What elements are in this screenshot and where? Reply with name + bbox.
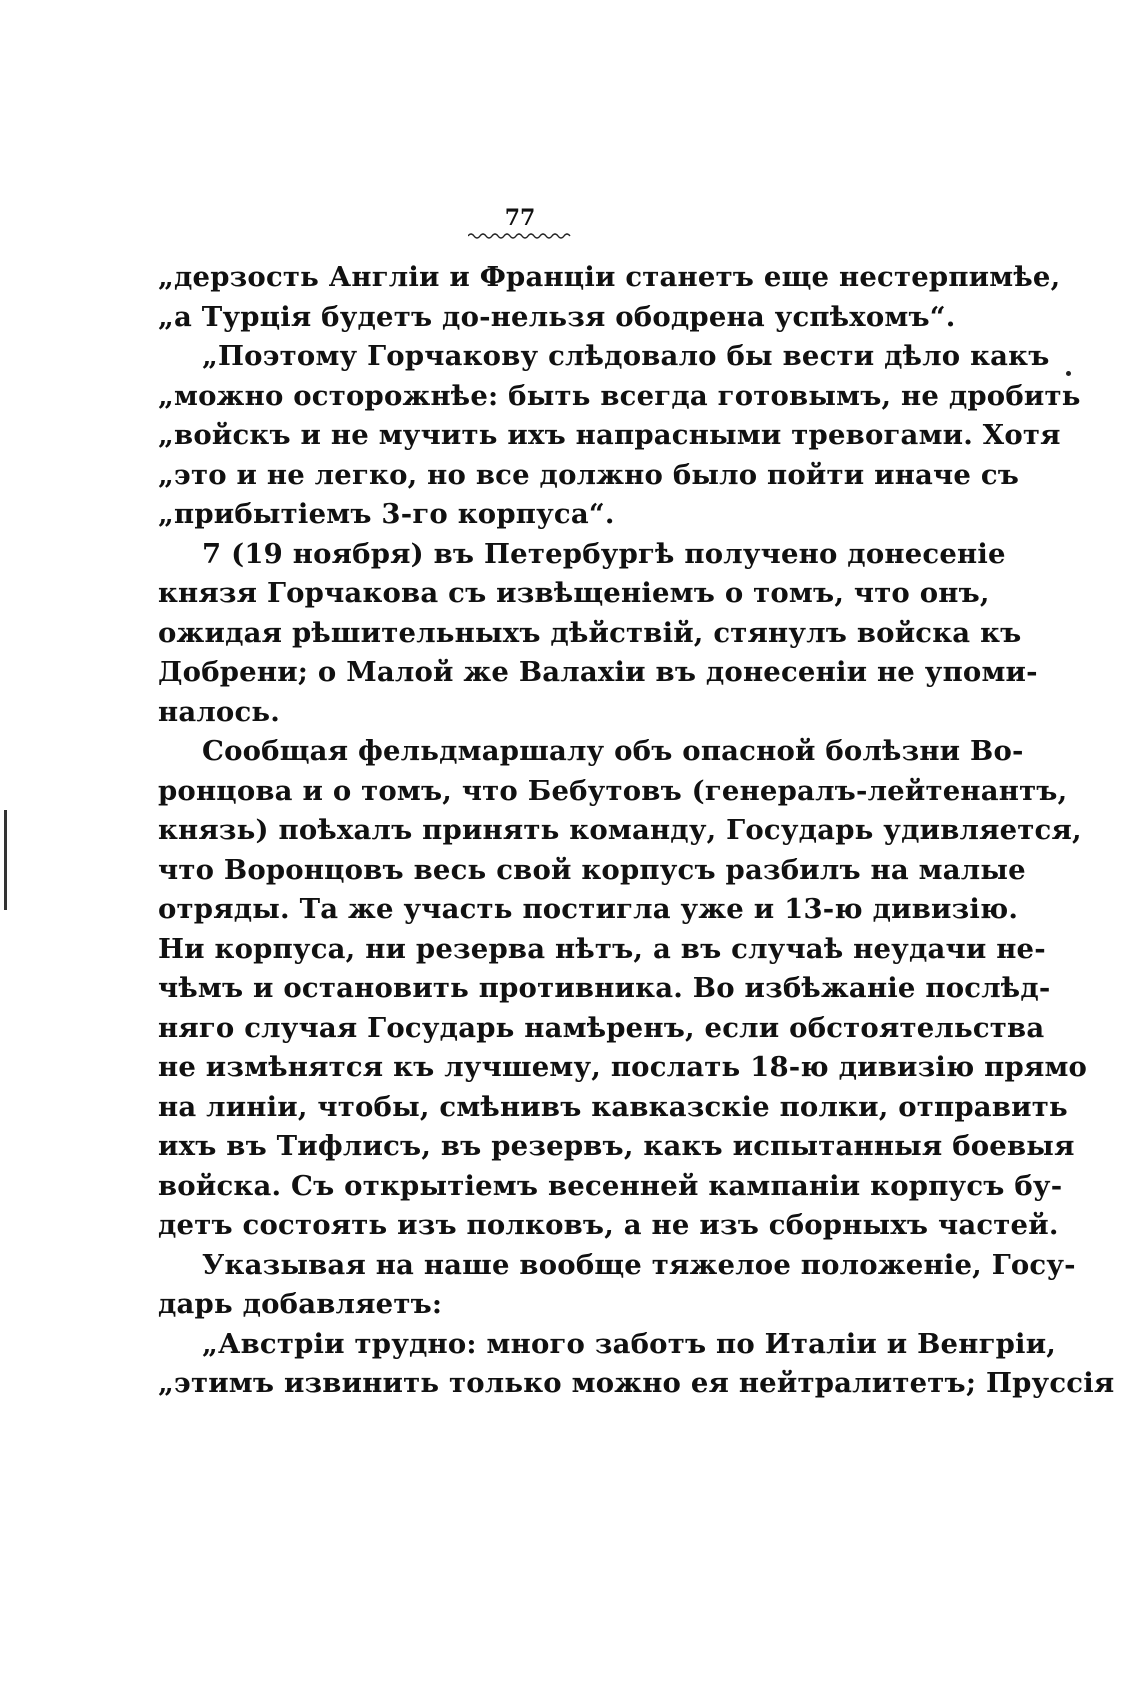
page-number: 77: [504, 205, 536, 231]
text-line: „войскъ и не мучить ихъ напрасными тревогами. Хотя: [158, 419, 1061, 451]
scan-edge-mark: [4, 810, 7, 910]
text-line: 7 (19 ноября) въ Петербургѣ получено донесеніе: [202, 537, 1006, 570]
text-line: „Поэтому Горчакову слѣдовало бы вести дѣло какъ: [202, 340, 1050, 372]
text-line: Добрени; о Малой же Валахіи въ донесеніи не упоми-: [158, 656, 1038, 688]
text-line: Сообщая фельдмаршалу объ опасной болѣзни Во-: [202, 735, 1024, 767]
text-line: что Воронцовъ весь свой корпусъ разбилъ на малые: [158, 853, 1026, 886]
page-header: [460, 205, 580, 241]
text-line: „дерзость Англіи и Франціи станетъ еще нестерпимѣе,: [158, 261, 1061, 293]
text-line: князь) поѣхалъ принять команду, Государь удивляется,: [158, 814, 1082, 846]
text-line: Указывая на наше вообще тяжелое положеніе, Госу-: [202, 1248, 1076, 1281]
text-line: няго случая Государь намѣренъ, если обстоятельства: [158, 1011, 1045, 1044]
text-line: Ни корпуса, ни резерва нѣтъ, а въ случаѣ неудачи не-: [158, 932, 1046, 965]
text-line: ронцова и о томъ, что Бебутовъ (генералъ-лейтенантъ,: [158, 774, 1068, 807]
text-line: детъ состоять изъ полковъ, а не изъ сборныхъ частей.: [158, 1209, 1059, 1241]
text-body: [158, 258, 1115, 1404]
text-line: „этимъ извинить только можно ея нейтралитетъ; Пруссія: [158, 1367, 1115, 1399]
text-line: князя Горчакова съ извѣщеніемъ о томъ, что онъ,: [158, 577, 990, 609]
text-line: войска. Съ открытіемъ весенней кампаніи корпусъ бу-: [158, 1169, 1063, 1202]
text-line: налось.: [158, 695, 281, 728]
text-line: „можно осторожнѣе: быть всегда готовымъ, не дробить: [158, 379, 1081, 412]
text-line: чѣмъ и остановить противника. Во избѣжаніе послѣд-: [158, 972, 1051, 1004]
scan-speck: [1066, 371, 1071, 376]
text-line: „это и не легко, но все должно было пойти иначе съ: [158, 458, 1020, 491]
text-line: „прибытіемъ 3-го корпуса“.: [158, 498, 615, 530]
text-line: ожидая рѣшительныхъ дѣйствій, стянулъ войска къ: [158, 616, 1022, 649]
text-line: дарь добавляетъ:: [158, 1288, 443, 1320]
text-line: отряды. Та же участь постигла уже и 13-ю дивизію.: [158, 893, 1019, 925]
text-line: не измѣнятся къ лучшему, послать 18-ю дивизію прямо: [158, 1051, 1088, 1083]
text-line: ихъ въ Тифлисъ, въ резервъ, какъ испытанныя боевыя: [158, 1130, 1075, 1162]
text-line: „Австріи трудно: много заботъ по Италіи и Венгріи,: [202, 1327, 1057, 1360]
wavy-rule-ornament-icon: [468, 231, 572, 241]
text-line: на линіи, чтобы, смѣнивъ кавказскіе полки, отправить: [158, 1090, 1068, 1123]
text-line: „а Турція будетъ до-нельзя ободрена успѣхомъ“.: [158, 300, 956, 333]
